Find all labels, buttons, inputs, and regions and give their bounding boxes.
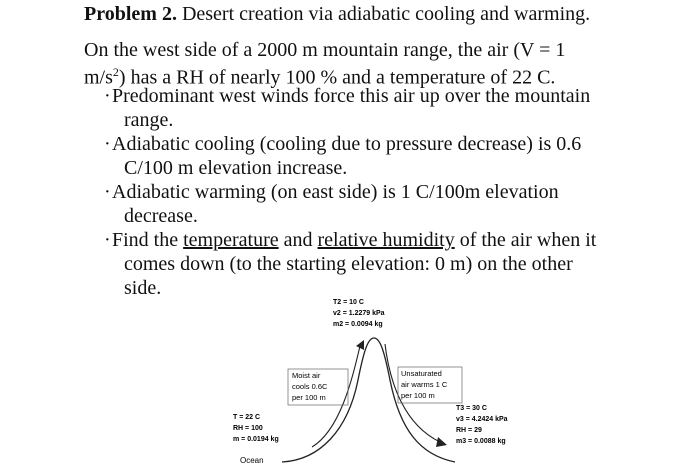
unsaturated-line-1: Unsaturated: [401, 369, 442, 378]
bullet-dot: ·: [104, 133, 111, 155]
bullet-dot: ·: [104, 229, 111, 251]
ocean-label: Ocean: [240, 456, 264, 465]
problem-title-text: Desert creation via adiabatic cooling and warming.: [181, 3, 591, 25]
bullet-dot: ·: [104, 181, 111, 203]
bullet-2: ·Adiabatic cooling (cooling due to pressure decrease) is 0.6: [104, 133, 582, 155]
bullet-3: ·Adiabatic warming (on east side) is 1 C/100m elevation: [104, 181, 559, 203]
moist-air-line-3: per 100 m: [292, 393, 326, 402]
unsaturated-line-3: per 100 m: [401, 391, 435, 400]
left-rh: RH = 100: [233, 425, 263, 432]
bullet-4: ·Find the temperature and relative humidity of the air when it: [104, 229, 597, 251]
intro-line-1: On the west side of a 2000 m mountain range, the air (V = 1: [84, 39, 566, 61]
top-mass: m2 = 0.0094 kg: [333, 321, 383, 328]
left-mass: m = 0.0194 kg: [233, 436, 279, 443]
bullet-4-cont-2: side.: [124, 277, 162, 299]
bullet-1-cont: range.: [124, 109, 174, 131]
right-temperature: T3 = 30 C: [456, 405, 487, 412]
right-rh: RH = 29: [456, 427, 482, 434]
left-temperature: T = 22 C: [233, 414, 261, 421]
unsaturated-line-2: air warms 1 C: [401, 380, 448, 389]
rising-air-arrowhead: [356, 340, 364, 350]
underlined-relative-humidity: relative humidity: [317, 229, 455, 251]
top-temperature: T2 = 10 C: [333, 299, 364, 306]
moist-air-line-2: cools 0.6C: [292, 382, 328, 391]
top-vapor-pressure: v2 = 1.2279 kPa: [333, 310, 385, 317]
moist-air-line-1: Moist air: [292, 371, 321, 380]
bullet-3-cont: decrease.: [124, 205, 198, 227]
underlined-temperature: temperature: [183, 229, 279, 251]
bullet-4-cont-1: comes down (to the starting elevation: 0 m) on the other: [124, 253, 573, 275]
descending-air-arrowhead: [436, 437, 447, 447]
bullet-1: ·Predominant west winds force this air up over the mountain: [104, 85, 591, 107]
bullet-2-cont: C/100 m elevation increase.: [124, 157, 348, 179]
intro-line-2: $m/s^2$) has a RH of nearly 100 % and a temperature of 22 C.: [84, 65, 556, 89]
problem-label: Problem 2.: [84, 3, 177, 25]
bullet-dot: ·: [104, 85, 111, 107]
right-vapor-pressure: v3 = 4.2424 kPa: [456, 416, 508, 423]
right-mass: m3 = 0.0088 kg: [456, 438, 506, 445]
